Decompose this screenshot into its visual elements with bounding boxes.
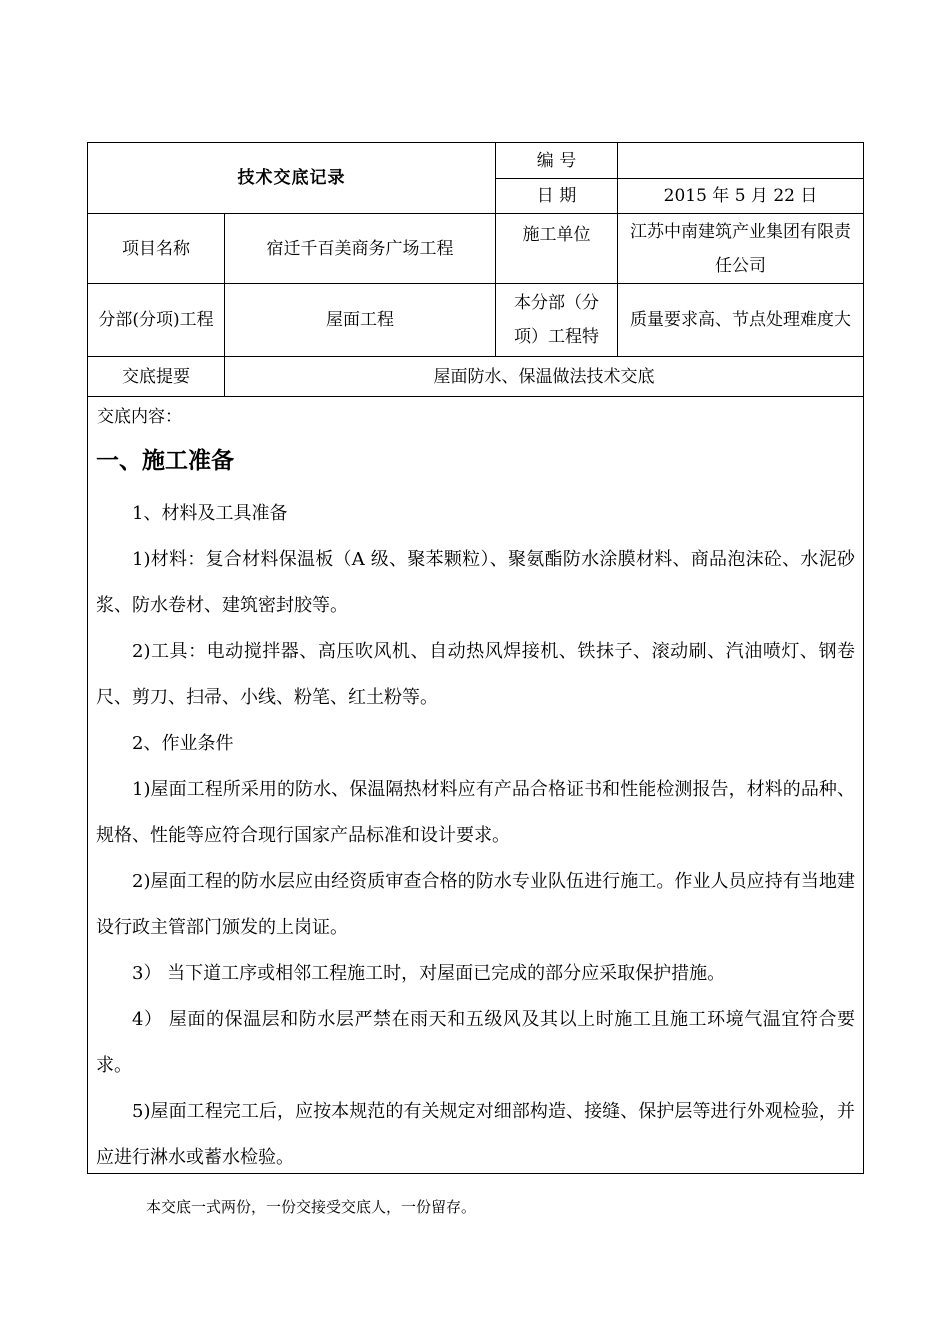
footer-note: 本交底一式两份，一份交接受交底人，一份留存。 (146, 1198, 477, 1216)
paragraph-condition-2: 2)屋面工程的防水层应由经资质审查合格的防水专业队伍进行施工。作业人员应持有当地建设行政主管部门颁发的上岗证。 (96, 871, 855, 938)
project-name-label: 项目名称 (88, 214, 225, 284)
number-label: 编 号 (496, 143, 618, 179)
summary-label: 交底提要 (88, 357, 225, 397)
document-title: 技术交底记录 (88, 143, 496, 214)
subproject-label: 分部(分项)工程 (88, 284, 225, 357)
paragraph-condition-1: 1)屋面工程所采用的防水、保温隔热材料应有产品合格证书和性能检测报告，材料的品种、规格、性能等应符合现行国家产品标准和设计要求。 (96, 779, 855, 846)
paragraph-work-conditions-heading: 2、作业条件 (132, 733, 234, 754)
date-label: 日 期 (496, 179, 618, 214)
project-name-value: 宿迁千百美商务广场工程 (225, 214, 496, 284)
paragraph-condition-4: 4） 屋面的保温层和防水层严禁在雨天和五级风及其以上时施工且施工环境气温宜符合要求。 (96, 1009, 855, 1076)
summary-value: 屋面防水、保温做法技术交底 (225, 357, 864, 397)
subproject-value: 屋面工程 (225, 284, 496, 357)
paragraph-materials: 1)材料：复合材料保温板（A 级、聚苯颗粒）、聚氨酯防水涂膜材料、商品泡沫砼、水泥砂浆、防水卷材、建筑密封胶等。 (96, 549, 855, 616)
number-value (618, 143, 864, 179)
features-value: 质量要求高、节点处理难度大 (618, 284, 864, 357)
paragraph-condition-5: 5)屋面工程完工后，应按本规范的有关规定对细部构造、接缝、保护层等进行外观检验，并应进行淋水或蓄水检验。 (96, 1101, 855, 1168)
paragraph-tools: 2)工具：电动搅拌器、高压吹风机、自动热风焊接机、铁抹子、滚动刷、汽油喷灯、钢卷尺、剪刀、扫帚、小线、粉笔、红土粉等。 (96, 641, 855, 708)
content-cell (88, 397, 864, 1174)
contractor-label: 施工单位 (496, 214, 618, 284)
contractor-value: 江苏中南建筑产业集团有限责任公司 (618, 214, 864, 284)
content-label: 交底内容： (97, 407, 182, 427)
paragraph-materials-tools-heading: 1、材料及工具准备 (132, 503, 288, 524)
date-value: 2015 年 5 月 22 日 (618, 179, 864, 214)
content-body (96, 491, 855, 1181)
record-table (87, 142, 864, 1174)
section-heading: 一、施工准备 (96, 448, 234, 474)
paragraph-condition-3: 3） 当下道工序或相邻工程施工时，对屋面已完成的部分应采取保护措施。 (132, 963, 726, 984)
features-label: 本分部（分项）工程特 (496, 284, 618, 357)
